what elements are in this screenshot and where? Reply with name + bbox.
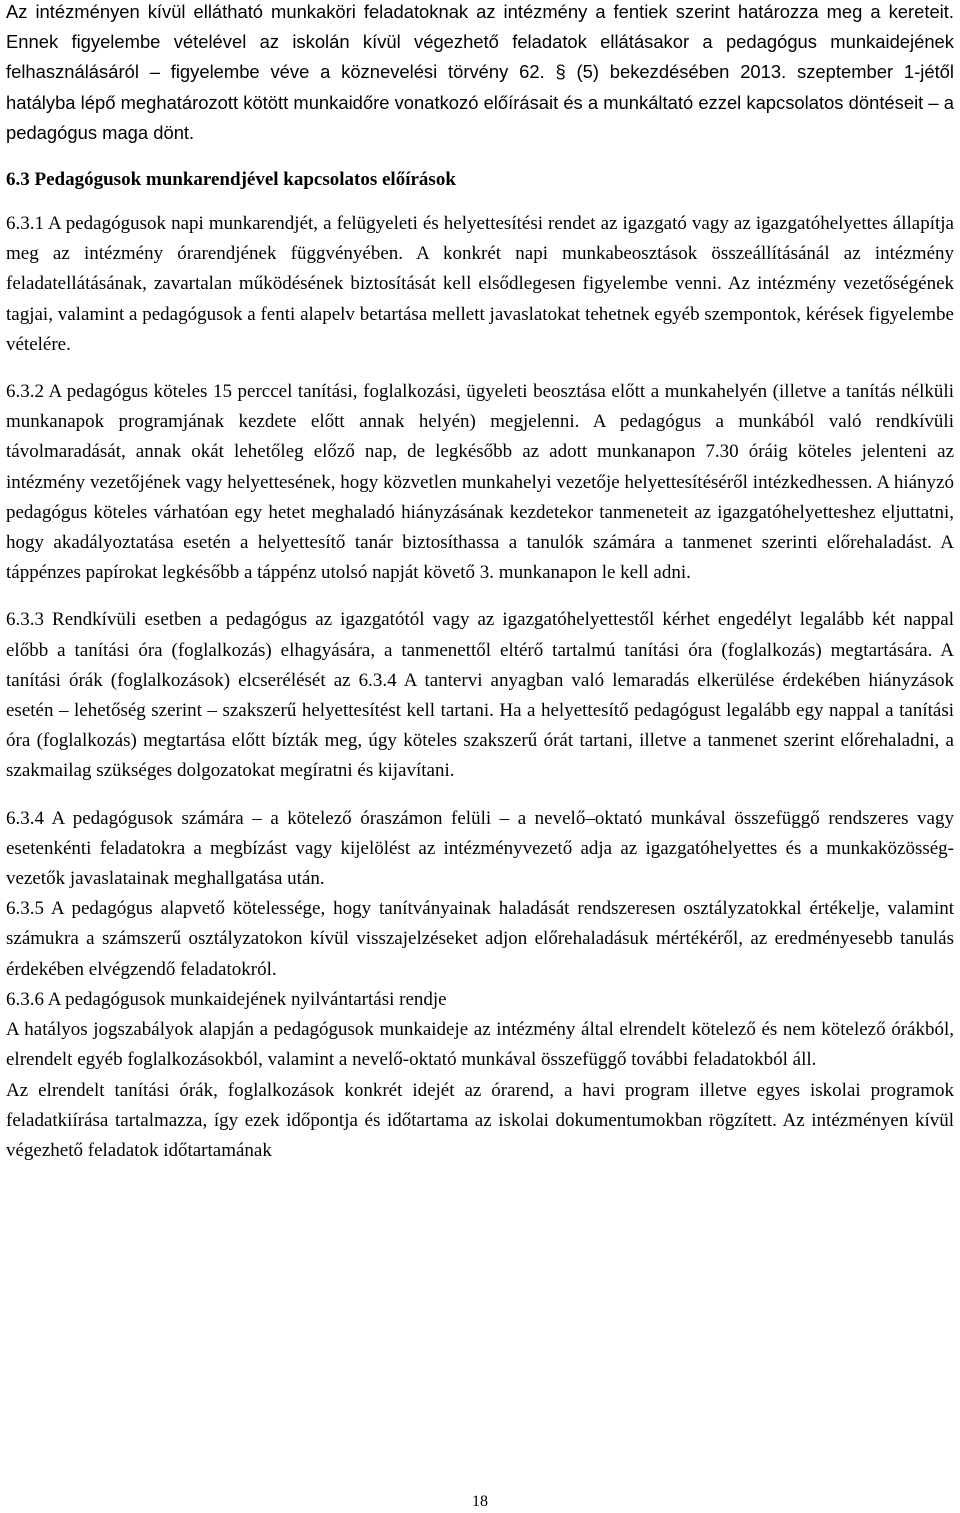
section-6-3-6-title: 6.3.6 A pedagógusok munkaidejének nyilvántartási rendje bbox=[6, 988, 447, 1010]
section-6-3-1: 6.3.1 A pedagógusok napi munkarendjét, a felügyeleti és helyettesítési rendet az igazgató vagy az igazgatóhelyettes állapítja meg az intézmény órarendjének függvényében. A konkrét napi munkabeosztások összeállításánál az intézmény feladatellátásának, zavartalan működésének biztosítását kell elsődlegesen figyelembe venni. Az intézmény vezetőségének tagjai, valamint a pedagógusok a fenti alapelv betartása mellett javaslatokat tehetnek egyéb szempontok, kérések figyelembe vételére. bbox=[6, 213, 954, 355]
section-6-3-6-paragraph-2: Az elrendelt tanítási órák, foglalkozások konkrét idejét az órarend, a havi program illetve egyes iskolai programok feladatkiírása tartalmazza, így ezek időpontja és időtartama az iskolai dokumentumokban rögzített. Az intézményen kívül végezhető feladatok időtartamának bbox=[6, 1079, 954, 1161]
section-6-3-5: 6.3.5 A pedagógus alapvető kötelessége, hogy tanítványainak haladását rendszeresen osztályzatokkal értékelje, valamint számukra a számszerű osztályzatokon kívül visszajelzéseket adjon előrehaladásuk mértékéről, az eredményesebb tanulás érdekében elvégzendő feladatokról. bbox=[6, 898, 954, 980]
section-heading-6-3: 6.3 Pedagógusok munkarendjével kapcsolatos előírások bbox=[6, 169, 456, 191]
document-page bbox=[6, 0, 954, 1166]
intro-paragraph: Az intézményen kívül ellátható munkaköri feladatoknak az intézmény a fentiek szerint határozza meg a kereteit. Ennek figyelembe vételével az iskolán kívül végezhető feladatok ellátásakor a pedagógus munkaidejének felhasználásáról – figyelembe véve a köznevelési törvény 62. § (5) bekezdésében 2013. szeptember 1-jétől hatályba lépő meghatározott kötött munkaidőre vonatkozó előírásait és a munkáltató ezzel kapcsolatos döntéseit – a pedagógus maga dönt. bbox=[6, 1, 954, 143]
section-6-3-3: 6.3.3 Rendkívüli esetben a pedagógus az igazgatótól vagy az igazgatóhelyettestől kérhet engedélyt legalább két nappal előbb a tanítási óra (foglalkozás) elhagyására, a tanmenettől eltérő tartalmú tanítási óra (foglalkozás) megtartására. A tanítási órák (foglalkozások) elcserélését az 6.3.4 A tantervi anyagban való lemaradás elkerülése érdekében hiányzások esetén – lehetőség szerint – szakszerű helyettesítést kell tartani. Ha a helyettesítő pedagógust legalább egy nappal a tanítási óra (foglalkozás) megtartása előtt bízták meg, úgy köteles szakszerű órát tartani, illetve a tanmenet szerint előrehaladni, a szakmailag szükséges dolgozatokat megíratni és kijavítani. bbox=[6, 609, 954, 782]
page-number: 18 bbox=[472, 1493, 488, 1510]
section-6-3-6-paragraph-1: A hatályos jogszabályok alapján a pedagógusok munkaideje az intézmény által elrendelt kötelező és nem kötelező órákból, elrendelt egyéb foglalkozásokból, valamint a nevelő-oktató munkával összefüggő további feladatokból áll. bbox=[6, 1019, 954, 1071]
section-6-3-2: 6.3.2 A pedagógus köteles 15 perccel tanítási, foglalkozási, ügyeleti beosztása előtt a munkahelyén (illetve a tanítás nélküli munkanapok programjának kezdete előtt annak helyén) megjelenni. A pedagógus a munkából való rendkívüli távolmaradását, annak okát lehetőleg előző nap, de legkésőbb az adott munkanapon 7.30 óráig köteles jelenteni az intézmény vezetőjének vagy helyettesének, hogy közvetlen munkahelyi vezetője helyettesítéséről intézkedhessen. A hiányzó pedagógus köteles várhatóan egy hetet meghaladó hiányzásának kezdetekor tanmeneteit az igazgatóhelyetteshez eljuttatni, hogy akadályoztatása esetén a helyettesítő tanár biztosíthassa a tanulók számára a tanmenet szerinti előrehaladást. A táppénzes papírokat legkésőbb a táppénz utolsó napját követő 3. munkanapon le kell adni. bbox=[6, 381, 954, 584]
section-6-3-4: 6.3.4 A pedagógusok számára – a kötelező óraszámon felüli – a nevelő–oktató munkával összefüggő rendszeres vagy esetenkénti feladatokra a megbízást vagy kijelölést az intézményvezető adja az igazgatóhelyettes és a munkaközösség-vezetők javaslatainak meghallgatása után. bbox=[6, 807, 954, 890]
